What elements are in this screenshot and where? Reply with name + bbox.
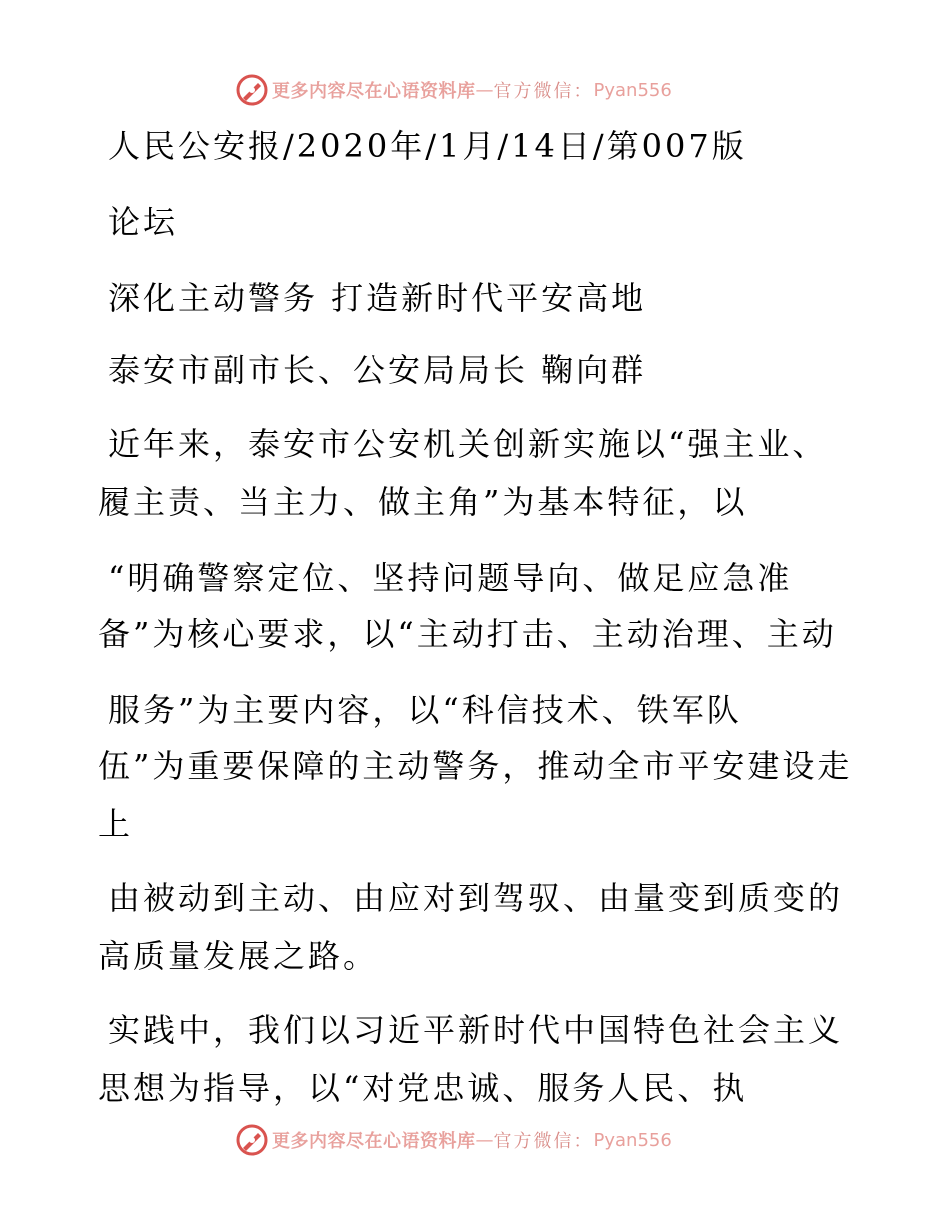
section-label: 论坛 [108,203,179,241]
watermark-text: 更多内容尽在心语资料库 [272,81,476,102]
body-line: 履主责、当主力、做主角”为基本特征，以 [98,483,748,521]
watermark-text: 更多内容尽在心语资料库 [272,1131,476,1152]
watermark-header [236,72,672,108]
watermark-dash: — [475,79,494,101]
body-line: 高质量发展之路。 [98,937,379,975]
watermark-wechat-id: Pyan556 [593,79,672,101]
watermark-footer [236,1122,672,1158]
body-line: 伍”为重要保障的主动警务，推动全市平安建设走 [98,747,853,785]
watermark-wechat-label: 官方微信： [493,81,594,102]
body-line: 上 [98,805,134,843]
body-line: 服务”为主要内容，以“科信技术、铁军队 [108,691,742,729]
body-line: 近年来，泰安市公安机关创新实施以“强主业、 [108,425,828,463]
watermark-wechat-id: Pyan556 [593,1129,672,1151]
watermark-dash: — [475,1129,494,1151]
quill-logo-icon [236,74,268,106]
body-line: “明确警察定位、坚持问题导向、做足应急准 [108,559,793,597]
watermark-wechat-label: 官方微信： [493,1131,594,1152]
quill-logo-icon [236,1124,268,1156]
body-line: 备”为核心要求，以“主动打击、主动治理、主动 [98,615,837,653]
article-byline: 泰安市副市长、公安局局长 鞠向群 [108,351,647,389]
masthead: 人民公安报/2020年/1月/14日/第007版 [108,127,747,165]
article-headline: 深化主动警务 打造新时代平安高地 [108,279,647,317]
body-line: 思想为指导，以“对党忠诚、服务人民、执 [98,1069,748,1107]
body-line: 由被动到主动、由应对到驾驭、由量变到质变的 [108,879,844,917]
body-line: 实践中，我们以习近平新时代中国特色社会主义 [108,1011,844,1049]
